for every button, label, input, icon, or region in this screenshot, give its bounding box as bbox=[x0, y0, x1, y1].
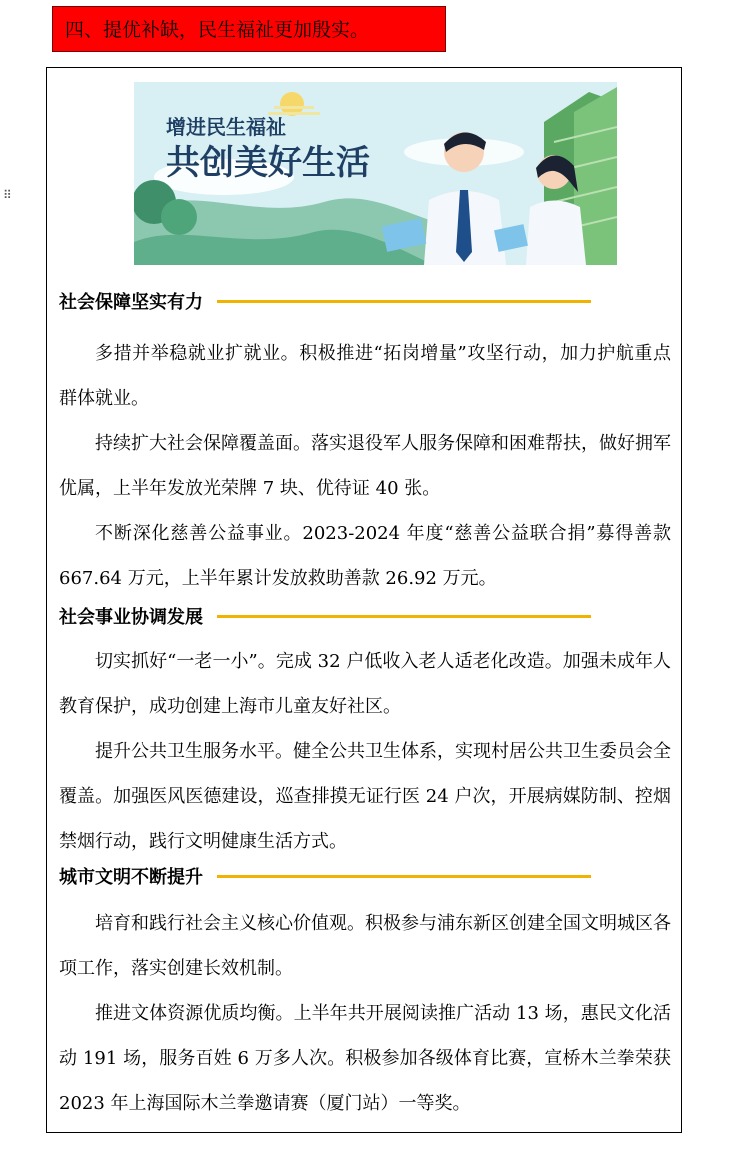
section-title: 四、提优补缺，民生福祉更加殷实。 bbox=[52, 6, 446, 52]
paragraph: 持续扩大社会保障覆盖面。落实退役军人服务保障和困难帮扶，做好拥军优属，上半年发放光荣牌 7 块、优待证 40 张。 bbox=[59, 433, 671, 499]
banner-line2: 共创美好生活 bbox=[166, 143, 370, 183]
content-frame bbox=[46, 67, 682, 1133]
drag-handle-icon[interactable]: ⠿ bbox=[3, 188, 12, 202]
section-heading-social-affairs bbox=[59, 602, 591, 630]
section-heading-text: 城市文明不断提升 bbox=[59, 867, 203, 888]
heading-accent-line bbox=[217, 300, 591, 303]
paragraph: 提升公共卫生服务水平。健全公共卫生体系，实现村居公共卫生委员会全覆盖。加强医风医德建设，巡查排摸无证行医 24 户次，开展病媒防制、控烟禁烟行动，践行文明健康生活方式。 bbox=[59, 741, 671, 852]
banner-illustration bbox=[134, 82, 617, 265]
paragraph: 推进文体资源优质均衡。上半年共开展阅读推广活动 13 场，惠民文化活动 191 场，服务百姓 6 万多人次。积极参加各级体育比赛，宣桥木兰拳荣获 2023 年上海国际木兰拳邀请赛（厦门站）一等奖。 bbox=[59, 1003, 671, 1114]
paragraph: 培育和践行社会主义核心价值观。积极参与浦东新区创建全国文明城区各项工作，落实创建长效机制。 bbox=[59, 913, 671, 979]
banner-line1: 增进民生福祉 bbox=[166, 115, 286, 139]
section-heading-urban-civilization bbox=[59, 862, 591, 890]
paragraph: 切实抓好“一老一小”。完成 32 户低收入老人适老化改造。加强未成年人教育保护，成功创建上海市儿童友好社区。 bbox=[59, 651, 671, 717]
section-heading-text: 社会事业协调发展 bbox=[59, 607, 203, 628]
heading-accent-line bbox=[217, 615, 591, 618]
section-heading-text: 社会保障坚实有力 bbox=[59, 292, 203, 313]
paragraph: 不断深化慈善公益事业。2023-2024 年度“慈善公益联合捐”募得善款 667.64 万元，上半年累计发放救助善款 26.92 万元。 bbox=[59, 523, 671, 589]
paragraph: 多措并举稳就业扩就业。积极推进“拓岗增量”攻坚行动，加力护航重点群体就业。 bbox=[59, 343, 671, 409]
heading-accent-line bbox=[217, 875, 591, 878]
section-heading-social-security bbox=[59, 287, 591, 315]
